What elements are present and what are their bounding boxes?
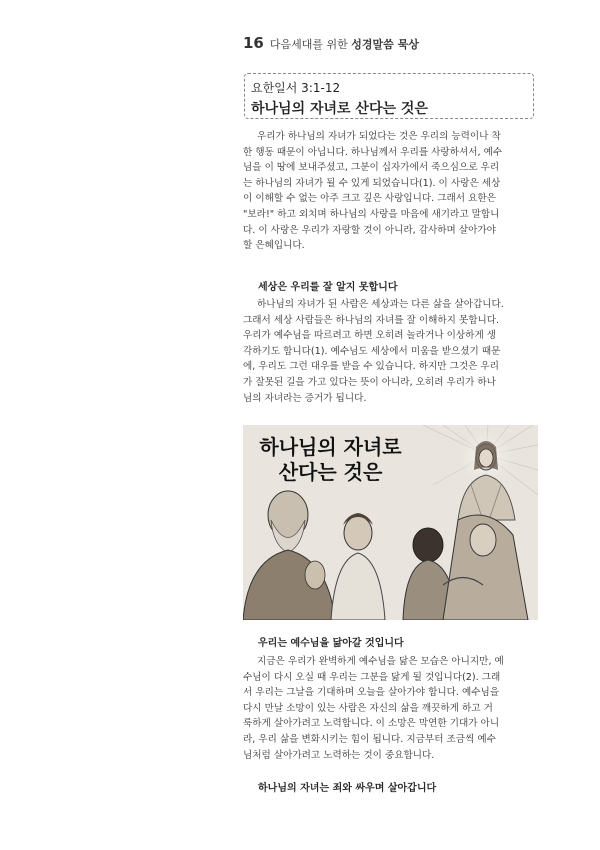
paragraph-line: 다시 만날 소망이 있는 사람은 자신의 삶을 깨끗하게 하고 거: [243, 702, 493, 714]
paragraph-line: 다. 이 사랑은 우리가 자랑할 것이 아니라, 감사하며 살아가야: [243, 224, 496, 236]
paragraph-3: [243, 654, 538, 763]
paragraph-line: 하나님의 자녀가 된 사람은 세상과는 다른 삶을 살아갑니다.: [257, 299, 504, 310]
topic-title: 하나님의 자녀로 산다는 것은: [251, 101, 428, 117]
running-header: [243, 34, 419, 52]
section-heading: 세상은 우리를 잘 알지 못합니다: [258, 282, 398, 293]
illustration: [243, 425, 538, 620]
paragraph-line: 가 잘못된 길을 가고 있다는 뜻이 아니라, 오히려 우리가 하나: [243, 376, 496, 388]
paragraph-line: 할 은혜입니다.: [243, 240, 305, 252]
paragraph-line: 각하기도 합니다(1). 예수님도 세상에서 미움을 받으셨기 때문: [243, 345, 501, 357]
paragraph-line: 지금은 우리가 완벽하게 예수님을 닮은 모습은 아니지만, 예: [257, 656, 504, 667]
paragraph-line: 님처럼 살아가려고 노력하는 것이 중요합니다.: [243, 749, 435, 761]
paragraph-line: 에, 우리도 그런 대우를 받을 수 있습니다. 하지만 그것은 우리: [243, 361, 499, 373]
paragraph-line: 서 우리는 그날을 기대하며 오늘을 살아가야 합니다. 예수님을: [243, 687, 500, 699]
paragraph-line: 는 하나님의 자녀가 될 수 있게 되었습니다(1). 이 사랑은 세상: [243, 177, 501, 189]
paragraph-line: 수님이 다시 오실 때 우리는 그분을 닮게 될 것입니다(2). 그래: [243, 671, 501, 683]
illustration-title-line: 하나님의 자녀로: [259, 435, 402, 459]
book-series: 다음세대를 위한: [269, 38, 348, 51]
paragraph-line: 우리가 예수님을 따르려고 하면 오히려 놀라거나 이상하게 생: [243, 330, 497, 342]
scripture-reference: 요한일서 3:1-12: [251, 81, 341, 95]
paragraph-line: "보라!" 하고 외치며 하나님의 사랑을 마음에 새기라고 말합니: [243, 208, 500, 220]
paragraph-1: [243, 129, 538, 254]
section-heading: 우리는 예수님을 닮아갈 것입니다: [258, 638, 404, 649]
paragraph-line: 님의 자녀라는 증거가 됩니다.: [243, 392, 367, 404]
paragraph-line: 그래서 세상 사람들은 하나님의 자녀를 잘 이해하지 못합니다.: [243, 314, 500, 326]
illustration-title-line: 산다는 것은: [278, 460, 383, 484]
page-number: 16: [243, 34, 264, 52]
paragraph-line: 님을 이 땅에 보내주셨고, 그분이 십자가에서 죽으심으로 우리: [243, 162, 500, 174]
paragraph-line: 이 이해할 수 없는 아주 크고 깊은 사랑입니다. 그래서 요한은: [243, 193, 496, 205]
paragraph-line: 라, 우리 삶을 변화시키는 힘이 됩니다. 지금부터 조금씩 예수: [243, 733, 496, 745]
paragraph-line: 한 행동 때문이 아닙니다. 하나님께서 우리를 사랑하셔서, 예수: [243, 146, 503, 158]
paragraph-line: 룩하게 살아가려고 노력합니다. 이 소망은 막연한 기대가 아니: [243, 718, 500, 730]
paragraph-line: 우리가 하나님의 자녀가 되었다는 것은 우리의 능력이나 착: [257, 131, 501, 142]
section-heading: 하나님의 자녀는 죄와 싸우며 살아갑니다: [258, 783, 437, 794]
paragraph-2: [243, 297, 538, 406]
book-title: 성경말씀 묵상: [351, 38, 419, 51]
illustration-title: [243, 435, 418, 485]
topic-box: [244, 73, 534, 119]
